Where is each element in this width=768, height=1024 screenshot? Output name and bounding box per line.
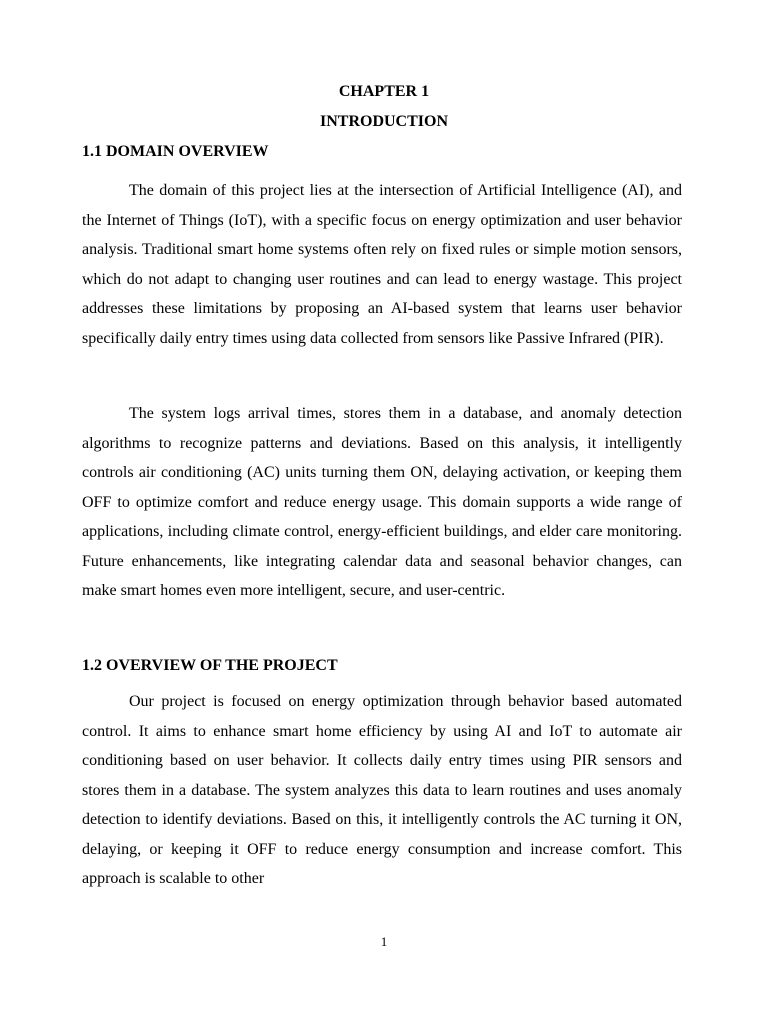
paragraph-domain-overview-2: The system logs arrival times, stores them in a database, and anomaly detection algorithms to recognize patterns and deviations. Based on this analysis, it intelligently controls air conditioning (AC) units turning them ON, delaying activation, or keeping them OFF to optimize comfort and reduce energy usage. This domain supports a wide range of applications, including climate control, energy-efficient buildings, and elder care monitoring. Future enhancements, like integrating calendar data and seasonal behavior changes, can make smart homes even more intelligent, secure, and user-centric. [82,405,682,599]
page-number: 1 [380,934,388,949]
section-heading-domain-overview: 1.1 DOMAIN OVERVIEW [82,143,269,160]
paragraph-project-overview-1: Our project is focused on energy optimization through behavior based automated control. It aims to enhance smart home efficiency by using AI and IoT to automate air conditioning based on user behavior. It collects daily entry times using PIR sensors and stores them in a database. The system analyzes this data to learn routines and uses anomaly detection to identify deviations. Based on this, it intelligently controls the AC turning it ON, delaying, or keeping it OFF to reduce energy consumption and increase comfort. This approach is scalable to other [82,693,682,887]
section-heading-project-overview: 1.2 OVERVIEW OF THE PROJECT [82,657,338,674]
chapter-number: CHAPTER 1 [338,83,430,100]
paragraph-domain-overview-1: The domain of this project lies at the intersection of Artificial Intelligence (AI), and the Internet of Things (IoT), with a specific focus on energy optimization and user behavior analysis. Traditional smart home systems often rely on fixed rules or simple motion sensors, which do not adapt to changing user routines and can lead to energy wastage. This project addresses these limitations by proposing an AI-based system that learns user behavior specifically daily entry times using data collected from sensors like Passive Infrared (PIR). [82,182,682,347]
chapter-title: INTRODUCTION [319,113,448,130]
